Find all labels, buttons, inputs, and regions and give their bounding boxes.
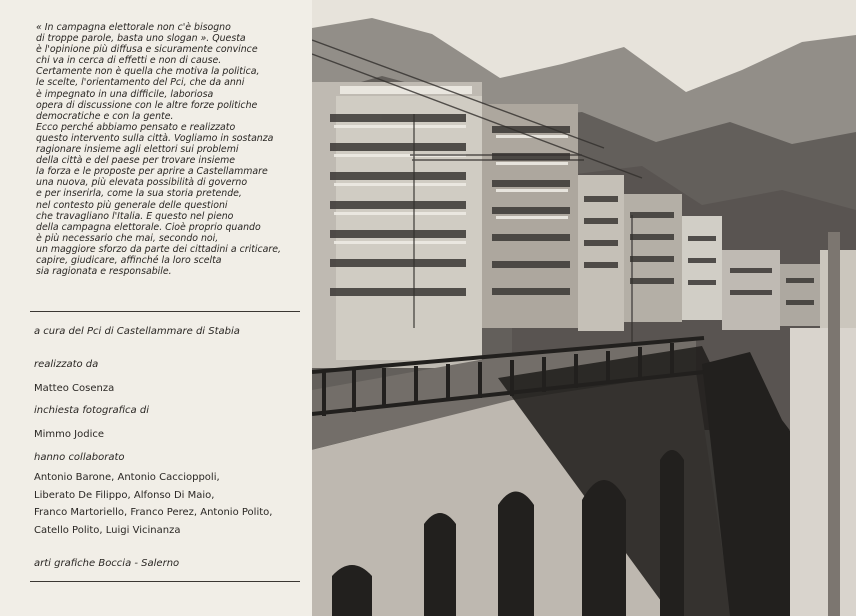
intro-line: la forza e le proposte per aprire a Castellammare [36,166,268,178]
photo-grain [312,0,856,616]
realized-label: realizzato da [34,359,99,370]
photo-credit [34,404,309,442]
intro-line: della campagna elettorale. Cioè proprio quando [36,221,261,233]
bottom-divider [30,581,300,582]
curator-credit [34,325,309,339]
intro-line: Certamente non è quella che motiva la politica, [36,66,260,78]
text-column [0,0,312,616]
realized-name: Matteo Cosenza [34,383,115,394]
introductory-text [36,22,304,277]
intro-line: un maggiore sforzo da parte dei cittadini a criticare, [36,243,282,255]
intro-line: di troppe parole, basta uno slogan ». Questa [36,33,246,45]
intro-line: capire, giudicare, affinché la loro scelta [36,254,222,266]
collaborator-line: Franco Martoriello, Franco Perez, Antonio Polito, [34,507,273,519]
intro-line: le scelte, l'orientamento del Pci, che da anni [36,77,245,89]
collaborator-line: Catello Polito, Luigi Vicinanza [34,524,181,536]
intro-line: « In campagna elettorale non c'è bisogno [36,22,231,33]
intro-line: chi va in cerca di effetti e non di cause. [36,55,222,67]
intro-line: e per inserirla, come la sua storia pretende, [36,188,242,200]
intro-line: della città e del paese per trovare insieme [36,155,236,167]
black-and-white-photo [312,0,856,616]
photo-scene [312,0,856,616]
intro-line: opera di discussione con le altre forze politiche [36,99,258,111]
realization-credit [34,358,309,396]
printer-credit [34,557,309,571]
intro-line: che travagliano l'Italia. E questo nel pieno [36,210,234,222]
intro-line: è impegnato in una difficile, laboriosa [36,88,214,100]
intro-line: ragionare insieme agli elettori sui problemi [36,144,239,156]
collaborators-list [34,469,309,539]
collaborators-label: hanno collaborato [34,452,125,463]
collaborator-line: Antonio Barone, Antonio Caccioppoli, [34,472,220,483]
photo-label: inchiesta fotografica di [34,405,149,416]
intro-line: democratiche e con la gente. [36,110,174,122]
collaborator-line: Liberato De Filippo, Alfonso Di Maio, [34,489,215,501]
collaborators-credit [34,451,309,539]
curated-by: a cura del Pci di Castellammare di Stabia [34,326,240,337]
intro-line: è più necessario che mai, secondo noi, [36,232,219,244]
intro-line: nel contesto più generale delle questioni [36,199,228,211]
intro-line: questo intervento sulla città. Vogliamo in sostanza [36,132,274,144]
intro-line: sia ragionata e responsabile. [36,266,172,278]
section-divider [30,311,300,312]
photo-name: Mimmo Jodice [34,429,105,440]
print-credit: arti grafiche Boccia - Salerno [34,558,180,569]
intro-line: è l'opinione più diffusa e sicuramente convince [36,44,258,56]
intro-line: una nuova, più elevata possibilità di governo [36,177,248,189]
intro-line: Ecco perché abbiamo pensato e realizzato [36,121,236,133]
